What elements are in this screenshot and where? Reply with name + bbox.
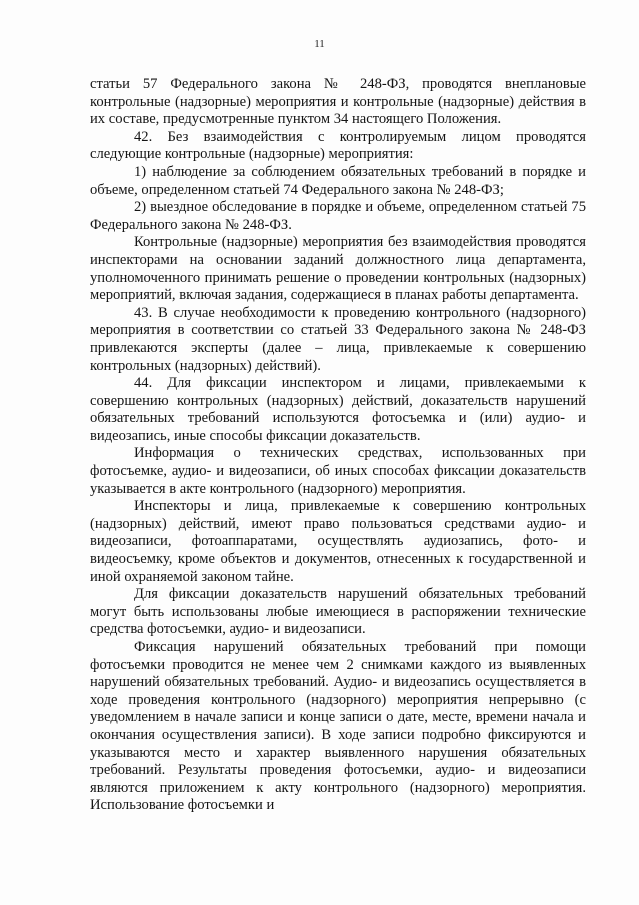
paragraph: статьи 57 Федерального закона № 248-ФЗ, проводятся внеплановые контрольные (надзорные) мероприятия и контрольные (надзорные) действия в их составе, предусмотренные пунктом 34 настоящего Положения. bbox=[90, 76, 586, 128]
paragraph: 43. В случае необходимости к проведению контрольного (надзорного) мероприятия в соответствии со статьей 33 Федерального закона № 248-ФЗ привлекаются эксперты (далее – лица, привлекаемые к совершению контрольных (надзорных) действий). bbox=[90, 304, 586, 374]
page-number: 11 bbox=[314, 38, 325, 50]
paragraph: Для фиксации доказательств нарушений обязательных требований могут быть использованы любые имеющиеся в распоряжении технические средства фотосъемки, аудио- и видеозаписи. bbox=[90, 586, 586, 638]
paragraph: Инспекторы и лица, привлекаемые к совершению контрольных (надзорных) действий, имеют право пользоваться средствами аудио- и видеозаписи, фотоаппаратами, осуществлять аудиозапись, фото- и видеосъемку, кроме объектов и документов, отнесенных к государственной и иной охраняемой законом тайне. bbox=[90, 498, 586, 585]
body-text bbox=[90, 76, 586, 815]
paragraph: 1) наблюдение за соблюдением обязательных требований в порядке и объеме, определенном статьей 74 Федерального закона № 248-ФЗ; bbox=[90, 163, 586, 198]
paragraph: 44. Для фиксации инспектором и лицами, привлекаемыми к совершению контрольных (надзорных) действий, доказательств нарушений обязательных требований используются фотосъемка и (или) аудио- и видеозапись, иные способы фиксации доказательств. bbox=[90, 375, 586, 444]
paragraph: Контрольные (надзорные) мероприятия без взаимодействия проводятся инспекторами на основании заданий должностного лица департамента, уполномоченного принимать решение о проведении контрольных (надзорных) мероприятий, включая задания, содержащиеся в планах работы департамента. bbox=[90, 234, 586, 304]
paragraph: 42. Без взаимодействия с контролируемым лицом проводятся следующие контрольные (надзорные) мероприятия: bbox=[90, 128, 586, 163]
paragraph: Фиксация нарушений обязательных требований при помощи фотосъемки проводится не менее чем 2 снимками каждого из выявленных нарушений обязательных требований. Аудио- и видеозапись осуществляется в ходе проведения контрольного (надзорного) мероприятия непрерывно (с уведомлением в начале записи и конце записи о дате, месте, времени начала и окончания осуществления записи). В ходе записи подробно фиксируются и указываются место и характер выявленного нарушения обязательных требований. Результаты проведения фотосъемки, аудио- и видеозаписи являются приложением к акту контрольного (надзорного) мероприятия. Использование фотосъемки и bbox=[90, 639, 586, 814]
paragraph: 2) выездное обследование в порядке и объеме, определенном статьей 75 Федерального закона № 248-ФЗ. bbox=[90, 199, 586, 233]
paragraph: Информация о технических средствах, использованных при фотосъемке, аудио- и видеозаписи, об иных способах фиксации доказательств указывается в акте контрольного (надзорного) мероприятия. bbox=[90, 445, 586, 497]
